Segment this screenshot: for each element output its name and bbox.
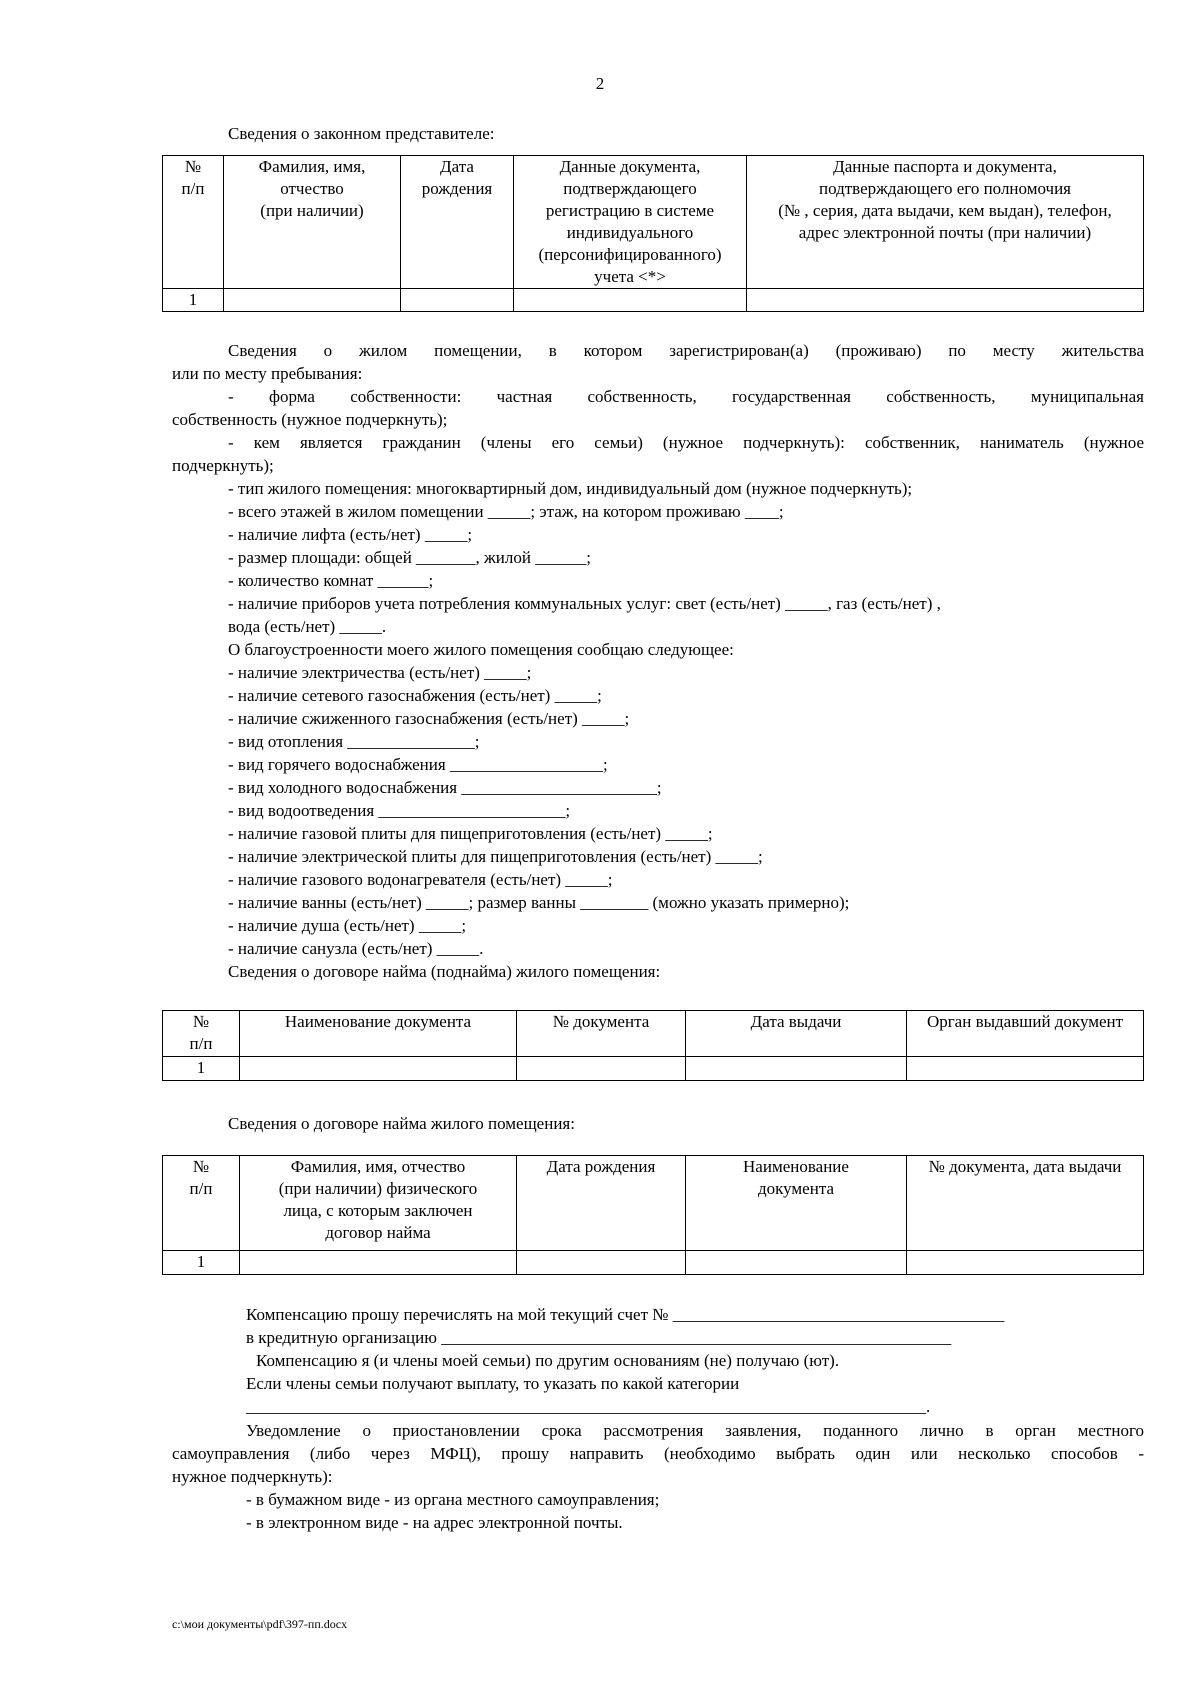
col-passport: Данные паспорта и документа, подтверждающего его полномочия (№ , серия, дата выдачи, кем выдан), телефон, адрес электронной почты (при наличии) bbox=[747, 156, 1144, 289]
housing-item: - наличие лифта (есть/нет) _____; bbox=[228, 525, 473, 544]
ownership-line2: собственность (нужное подчеркнуть); bbox=[172, 410, 448, 429]
notice-option-email: - в электронном виде - на адрес электронной почты. bbox=[246, 1513, 623, 1532]
housing-item: - вид отопления _______________; bbox=[228, 732, 480, 751]
cell-number: 1 bbox=[163, 1057, 240, 1081]
col-fio: Фамилия, имя, отчество (при наличии) bbox=[224, 156, 401, 289]
cell bbox=[907, 1251, 1144, 1275]
family-payment-blank: ________________________________________________________________________________. bbox=[246, 1397, 931, 1416]
col-doc-name: Наименование документа bbox=[686, 1156, 907, 1251]
col-birthdate: Дата рождения bbox=[517, 1156, 686, 1251]
col-number: № п/п bbox=[163, 156, 224, 289]
table-row bbox=[163, 289, 1144, 312]
housing-item: - наличие электричества (есть/нет) _____; bbox=[228, 663, 532, 682]
housing-item: - наличие ванны (есть/нет) _____; размер ванны ________ (можно указать примерно); bbox=[228, 893, 850, 912]
table-row bbox=[163, 1057, 1144, 1081]
rep-heading: Сведения о законном представителе: bbox=[228, 124, 495, 143]
col-doc-name: Наименование документа bbox=[240, 1011, 517, 1057]
col-fio: Фамилия, имя, отчество (при наличии) физического лица, с которым заключен договор найма bbox=[240, 1156, 517, 1251]
cell bbox=[517, 1251, 686, 1275]
cell bbox=[401, 289, 514, 312]
tenant-line2: подчеркнуть); bbox=[172, 456, 274, 475]
cell bbox=[240, 1057, 517, 1081]
housing-item: - наличие электрической плиты для пищеприготовления (есть/нет) _____; bbox=[228, 847, 763, 866]
housing-item: - наличие душа (есть/нет) _____; bbox=[228, 916, 467, 935]
housing-item: - наличие сжиженного газоснабжения (есть/нет) _____; bbox=[228, 709, 630, 728]
housing-item: О благоустроенности моего жилого помещения сообщаю следующее: bbox=[228, 640, 734, 659]
representative-table bbox=[162, 155, 1144, 312]
col-registration-doc: Данные документа, подтверждающего регистрацию в системе индивидуального (персонифицированного) учета <*> bbox=[514, 156, 747, 289]
housing-item: - наличие газового водонагревателя (есть/нет) _____; bbox=[228, 870, 613, 889]
notice-line2: самоуправления (либо через МФЦ), прошу направить (необходимо выбрать один или несколько способов - bbox=[172, 1444, 1144, 1463]
cell bbox=[747, 289, 1144, 312]
housing-item: - вид водоотведения ______________________; bbox=[228, 801, 571, 820]
table-header-row bbox=[163, 1156, 1144, 1251]
housing-item: - количество комнат ______; bbox=[228, 571, 434, 590]
cell bbox=[224, 289, 401, 312]
cell bbox=[514, 289, 747, 312]
table-header-row bbox=[163, 1011, 1144, 1057]
notice-option-paper: - в бумажном виде - из органа местного самоуправления; bbox=[246, 1490, 660, 1509]
housing-item: - всего этажей в жилом помещении _____; этаж, на котором проживаю ____; bbox=[228, 502, 784, 521]
notice-line1: Уведомление о приостановлении срока рассмотрения заявления, поданного лично в орган местного bbox=[246, 1421, 1144, 1440]
col-issue-date: Дата выдачи bbox=[686, 1011, 907, 1057]
table-row bbox=[163, 1251, 1144, 1275]
housing-item: - размер площади: общей _______, жилой ______; bbox=[228, 548, 591, 567]
notice-line3: нужное подчеркнуть): bbox=[172, 1467, 333, 1486]
housing-item: - вид горячего водоснабжения __________________; bbox=[228, 755, 608, 774]
housing-item: - тип жилого помещения: многоквартирный дом, индивидуальный дом (нужное подчеркнуть); bbox=[228, 479, 913, 498]
col-doc-number-date: № документа, дата выдачи bbox=[907, 1156, 1144, 1251]
cell bbox=[907, 1057, 1144, 1081]
housing-item: - вид холодного водоснабжения _______________________; bbox=[228, 778, 662, 797]
ownership-line1: - форма собственности: частная собственность, государственная собственность, муниципальная bbox=[228, 387, 1144, 406]
col-doc-number: № документа bbox=[517, 1011, 686, 1057]
lease-table bbox=[162, 1155, 1144, 1275]
cell-number: 1 bbox=[163, 289, 224, 312]
cell bbox=[686, 1251, 907, 1275]
table-header-row bbox=[163, 156, 1144, 289]
housing-item: вода (есть/нет) _____. bbox=[228, 617, 387, 636]
compensation-other: Компенсацию я (и члены моей семьи) по другим основаниям (не) получаю (ют). bbox=[256, 1351, 840, 1370]
compensation-bank: в кредитную организацию ____________________________________________________________ bbox=[246, 1328, 952, 1347]
footer-file-path: c:\мои документы\pdf\397-пп.docx bbox=[172, 1617, 348, 1631]
housing-item: - наличие приборов учета потребления коммунальных услуг: свет (есть/нет) _____, газ (есть/нет) , bbox=[228, 594, 941, 613]
sublease-table bbox=[162, 1010, 1144, 1081]
page-number: 2 bbox=[595, 74, 605, 93]
cell bbox=[517, 1057, 686, 1081]
housing-intro-line1: Сведения о жилом помещении, в котором зарегистрирован(а) (проживаю) по месту жительства bbox=[228, 341, 1144, 360]
cell bbox=[240, 1251, 517, 1275]
housing-item: - наличие санузла (есть/нет) _____. bbox=[228, 939, 484, 958]
compensation-account: Компенсацию прошу перечислять на мой текущий счет № _______________________________________ bbox=[246, 1305, 1005, 1324]
lease-heading: Сведения о договоре найма жилого помещения: bbox=[228, 1114, 575, 1133]
housing-intro-line2: или по месту пребывания: bbox=[172, 364, 363, 383]
family-payment: Если члены семьи получают выплату, то указать по какой категории bbox=[246, 1374, 740, 1393]
cell-number: 1 bbox=[163, 1251, 240, 1275]
col-number: № п/п bbox=[163, 1011, 240, 1057]
tenant-line1: - кем является гражданин (члены его семьи) (нужное подчеркнуть): собственник, наниматель (нужное bbox=[228, 433, 1144, 452]
col-number: № п/п bbox=[163, 1156, 240, 1251]
housing-item: - наличие газовой плиты для пищеприготовления (есть/нет) _____; bbox=[228, 824, 713, 843]
cell bbox=[686, 1057, 907, 1081]
housing-item: - наличие сетевого газоснабжения (есть/нет) _____; bbox=[228, 686, 602, 705]
col-issuer: Орган выдавший документ bbox=[907, 1011, 1144, 1057]
col-birthdate: Дата рождения bbox=[401, 156, 514, 289]
sublease-heading: Сведения о договоре найма (поднайма) жилого помещения: bbox=[228, 962, 661, 981]
